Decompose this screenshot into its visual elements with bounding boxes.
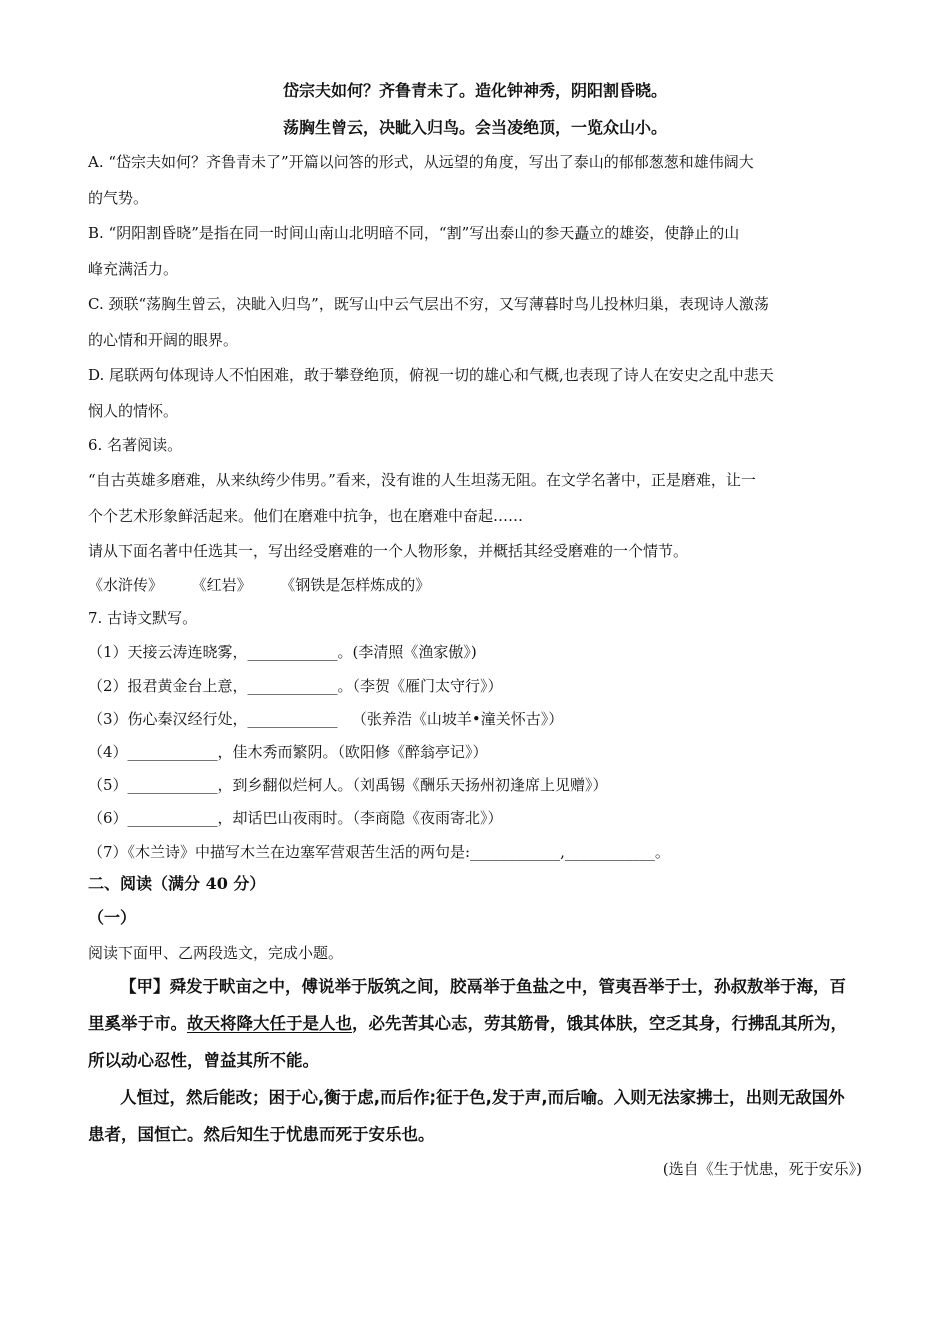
q7-item-1: （1）天接云涛连晓雾，____________。(李清照《渔家傲》)	[88, 643, 477, 661]
option-d-line-2: 悯人的情怀。	[88, 402, 179, 420]
q6-instruction: 请从下面名著中任选其一，写出经受磨难的一个人物形象，并概括其经受磨难的一个情节。	[88, 542, 689, 560]
passage-jia-line-5: 患者，国恒亡。然后知生于忧患而死于安乐也。	[88, 1125, 435, 1144]
underlined-sentence: 故天将降大任于是人也	[187, 1014, 352, 1033]
option-a-line-1: A. “岱宗夫如何？齐鲁青未了”开篇以问答的形式，从远望的角度，写出了泰山的郁郁葱葱和雄伟阔大	[88, 153, 754, 171]
passage-jia-line-1: 【甲】舜发于畎亩之中，傅说举于版筑之间，胶鬲举于鱼盐之中，管夷吾举于士，孙叔敖举于海，百	[120, 977, 846, 996]
option-a-line-2: 的气势。	[88, 189, 149, 207]
q6-title: 6. 名著阅读。	[88, 436, 183, 454]
option-b-line-2: 峰充满活力。	[88, 260, 179, 278]
poem-line-1: 岱宗夫如何？齐鲁青未了。造化钟神秀，阴阳割昏晓。	[282, 81, 667, 100]
section-2-subheading: （一）	[88, 908, 137, 927]
passage-jia-line-2	[88, 1013, 847, 1035]
q6-book-list: 《水浒传》 《红岩》 《钢铁是怎样炼成的》	[88, 576, 431, 594]
option-c-line-2: 的心情和开阔的眼界。	[88, 331, 239, 349]
q7-title: 7. 古诗文默写。	[88, 609, 198, 627]
passage-jia-text: 里奚举于市。	[88, 1014, 187, 1033]
passage-jia-line-3: 所以动心忍性，曾益其所不能。	[88, 1051, 319, 1070]
option-d-line-1: D. 尾联两句体现诗人不怕困难，敢于攀登绝顶，俯视一切的雄心和气概,也表现了诗人在安史之乱中悲天	[88, 366, 774, 384]
q7-item-3: （3）伤心秦汉经行处，____________ （张养浩《山坡羊•潼关怀古》）	[88, 710, 564, 728]
q6-paragraph-line-2: 个个艺术形象鲜活起来。他们在磨难中抗争，也在磨难中奋起……	[88, 507, 524, 525]
q7-item-4: （4）____________，佳木秀而繁阴。（欧阳修《醉翁亭记》）	[88, 743, 488, 761]
q6-paragraph-line-1: “自古英雄多磨难，从来纨绔少伟男。”看来，没有谁的人生坦荡无阻。在文学名著中，正是磨难，让一	[88, 471, 756, 489]
q7-item-5: （5）____________，到乡翻似烂柯人。（刘禹锡《酬乐天扬州初逢席上见赠》）	[88, 776, 608, 794]
passage-source: (选自《生于忧患，死于安乐》)	[662, 1160, 862, 1178]
q7-item-2: （2）报君黄金台上意，____________。（李贺《雁门太守行》）	[88, 677, 503, 695]
poem-line-2: 荡胸生曾云，决眦入归鸟。会当凌绝顶，一览众山小。	[282, 118, 667, 137]
option-c-line-1: C. 颈联“荡胸生曾云，决眦入归鸟”，既写山中云气层出不穷，又写薄暮时鸟儿投林归巢，表现诗人激荡	[88, 295, 769, 313]
q7-item-6: （6）____________，却话巴山夜雨时。（李商隐《夜雨寄北》）	[88, 809, 503, 827]
option-b-line-1: B. “阴阳割昏晓”是指在同一时间山南山北明暗不同，“割”写出泰山的参天矗立的雄姿，使静止的山	[88, 224, 740, 242]
section-2-heading: 二、阅读（满分 40 分）	[88, 874, 266, 893]
passage-jia-line-4: 人恒过，然后能改；困于心,衡于虑,而后作;征于色,发于声,而后喻。入则无法家拂士，出则无敌国外	[120, 1088, 845, 1107]
q7-item-7: （7）《木兰诗》中描写木兰在边塞军营艰苦生活的两句是:____________,____________。	[88, 843, 670, 861]
passage-jia-text-cont: ，必先苦其心志，劳其筋骨，饿其体肤，空乏其身，行拂乱其所为，	[352, 1014, 847, 1033]
reading-instruction: 阅读下面甲、乙两段选文，完成小题。	[88, 944, 344, 962]
